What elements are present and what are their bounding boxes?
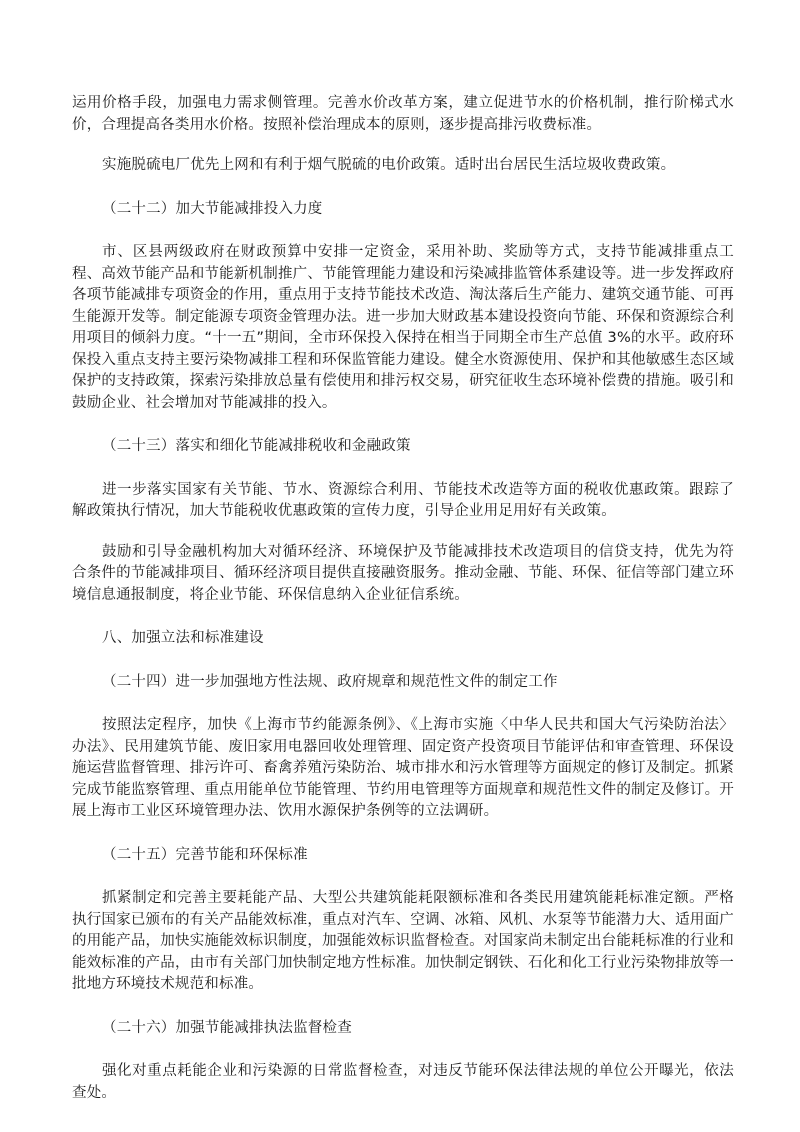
chapter-heading: 八、加强立法和标准建设 — [102, 630, 264, 646]
section-heading: （二十四）进一步加强地方性法规、政府规章和规范性文件的制定工作 — [102, 673, 558, 690]
section-heading: （二十三）落实和细化节能减排税收和金融政策 — [102, 438, 411, 454]
paragraph: 鼓励和引导金融机构加大对循环经济、环境保护及节能减排技术改造项目的信贷支持，优先为符合条件的节能减排项目、循环经济项目提供直接融资服务。推动金融、节能、环保、征信等部门建立环境信息通报制度，将企业节能、环保信息纳入企业征信系统。 — [72, 543, 734, 603]
paragraph: 实施脱硫电厂优先上网和有利于烟气脱硫的电价政策。适时出台居民生活垃圾收费政策。 — [102, 157, 676, 173]
section-heading: （二十二）加大节能减排投入力度 — [102, 200, 323, 217]
section-heading: （二十六）加强节能减排执法监督检查 — [102, 1019, 352, 1036]
document-page — [72, 93, 734, 1104]
paragraph: 运用价格手段，加强电力需求侧管理。完善水价改革方案，建立促进节水的价格机制，推行阶梯式水价，合理提高各类用水价格。按照补偿治理成本的原则，逐步提高排污收费标准。 — [72, 95, 734, 133]
paragraph: 按照法定程序，加快《上海市节约能源条例》、《上海市实施〈中华人民共和国大气污染防治法〉办法》、民用建筑节能、废旧家用电器回收处理管理、固定资产投资项目节能评估和审查管理、环保设施运营监督管理、排污许可、畜禽养殖污染防治、城市排水和污水管理等方面规定的修订及制定。抓紧完成节能监察管理、重点用能单位节能管理、节约用电管理等方面规章和规范性文件的制定及修订。开展上海市工业区环境管理办法、饮用水源保护条例等的立法调研。 — [72, 717, 734, 819]
section-heading: （二十五）完善节能和环保标准 — [102, 846, 308, 863]
paragraph: 进一步落实国家有关节能、节水、资源综合利用、节能技术改造等方面的税收优惠政策。跟踪了解政策执行情况，加大节能税收优惠政策的宣传力度，引导企业用足用好有关政策。 — [72, 481, 734, 519]
paragraph: 抓紧制定和完善主要耗能产品、大型公共建筑能耗限额标准和各类民用建筑能耗标准定额。严格执行国家已颁布的有关产品能效标准，重点对汽车、空调、冰箱、风机、水泵等节能潜力大、适用面广的用能产品，加快实施能效标识制度，加强能效标识监督检查。对国家尚未制定出台能耗标准的行业和能效标准的产品，由市有关部门加快制定地方性标准。加快制定钢铁、石化和化工行业污染物排放等一批地方环境技术规范和标准。 — [72, 890, 734, 992]
paragraph: 市、区县两级政府在财政预算中安排一定资金，采用补助、奖励等方式，支持节能减排重点工程、高效节能产品和节能新机制推广、节能管理能力建设和污染减排监管体系建设等。进一步发挥政府各项节能减排专项资金的作用，重点用于支持节能技术改造、淘汰落后生产能力、建筑交通节能、可再生能源开发等。制定能源专项资金管理办法。进一步加大财政基本建设投资向节能、环保和资源综合利用项目的倾斜力度。“十一五”期间，全市环保投入保持在相当于同期全市生产总值 3%的水平。政府环保投入重点支持主要污染物减排工程和环保监管能力建设。健全水资源使用、保护和其他敏感生态区域保护的支持政策，探索污染排放总量有偿使用和排污权交易，研究征收生态环境补偿费的措施。吸引和鼓励企业、社会增加对节能减排的投入。 — [72, 244, 734, 411]
paragraph: 强化对重点耗能企业和污染源的日常监督检查，对违反节能环保法律法规的单位公开曝光，依法查处。 — [72, 1063, 734, 1101]
